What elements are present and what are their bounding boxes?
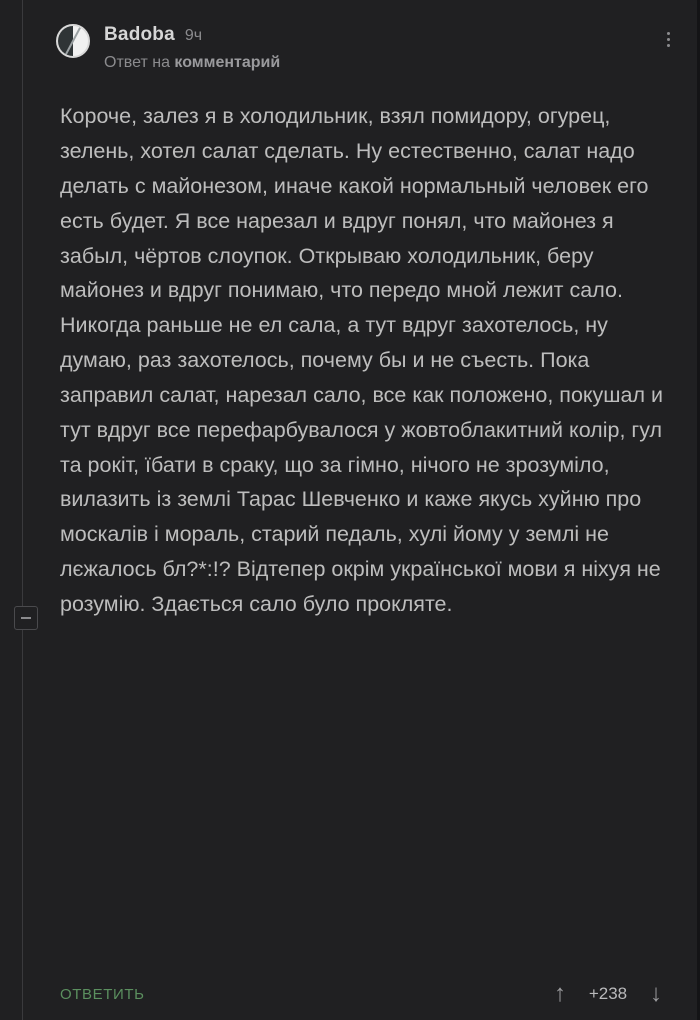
- author-row: [104, 22, 280, 48]
- thread-line: [22, 0, 23, 1020]
- dot: [667, 32, 670, 35]
- reply-reference: [104, 52, 280, 74]
- comment-header: [56, 22, 700, 73]
- arrow-up-icon[interactable]: ↑: [554, 980, 566, 1007]
- rating-score: +238: [588, 984, 628, 1003]
- comment-timestamp: 9ч: [184, 27, 203, 44]
- dot: [667, 38, 670, 41]
- reply-reference-prefix: Ответ на: [104, 53, 175, 71]
- kebab-menu-icon[interactable]: [658, 28, 678, 50]
- dot: [667, 44, 670, 47]
- avatar[interactable]: [56, 24, 90, 58]
- minus-collapse-icon: [21, 617, 31, 619]
- collapse-thread-button[interactable]: [14, 606, 38, 630]
- comment-meta: [104, 22, 280, 73]
- rating-controls: [554, 982, 680, 1006]
- arrow-down-icon[interactable]: ↓: [650, 980, 662, 1007]
- author-name[interactable]: Badoba: [104, 24, 175, 45]
- comment-body: Короче, залез я в холодильник, взял помидору, огурец, зелень, хотел салат сделать. Ну естественно, салат надо делать с майонезом, иначе какой нормальный человек его есть будет. Я все нарезал и вдруг понял, что майонез я забыл, чёртов слоупок. Открываю холодильник, беру майонез и вдруг понимаю, что передо мной лежит сало. Никогда раньше не ел сала, а тут вдруг захотелось, ну думаю, раз захотелось, почему бы и не съесть. Пока заправил салат, нарезал сало, все как положено, покушал и тут вдруг все перефарбувалося у жовтоблакитний колір, гул та рокіт, їбати в сраку, що за гімно, нічого не зрозуміло, вилазить із землі Тарас Шевченко и каже якусь хуйню про москалів і мораль, старий педаль, хулі йому у землі не лєжалось бл?*:!? Відтепер окрім української мови я ніхуя не розумію. Здається сало було прокляте.: [60, 104, 670, 616]
- comment-footer: [60, 982, 680, 1006]
- reply-reference-link[interactable]: комментарий: [174, 53, 281, 71]
- reply-button[interactable]: ОТВЕТИТЬ: [60, 985, 145, 1003]
- comment-container: [56, 0, 700, 622]
